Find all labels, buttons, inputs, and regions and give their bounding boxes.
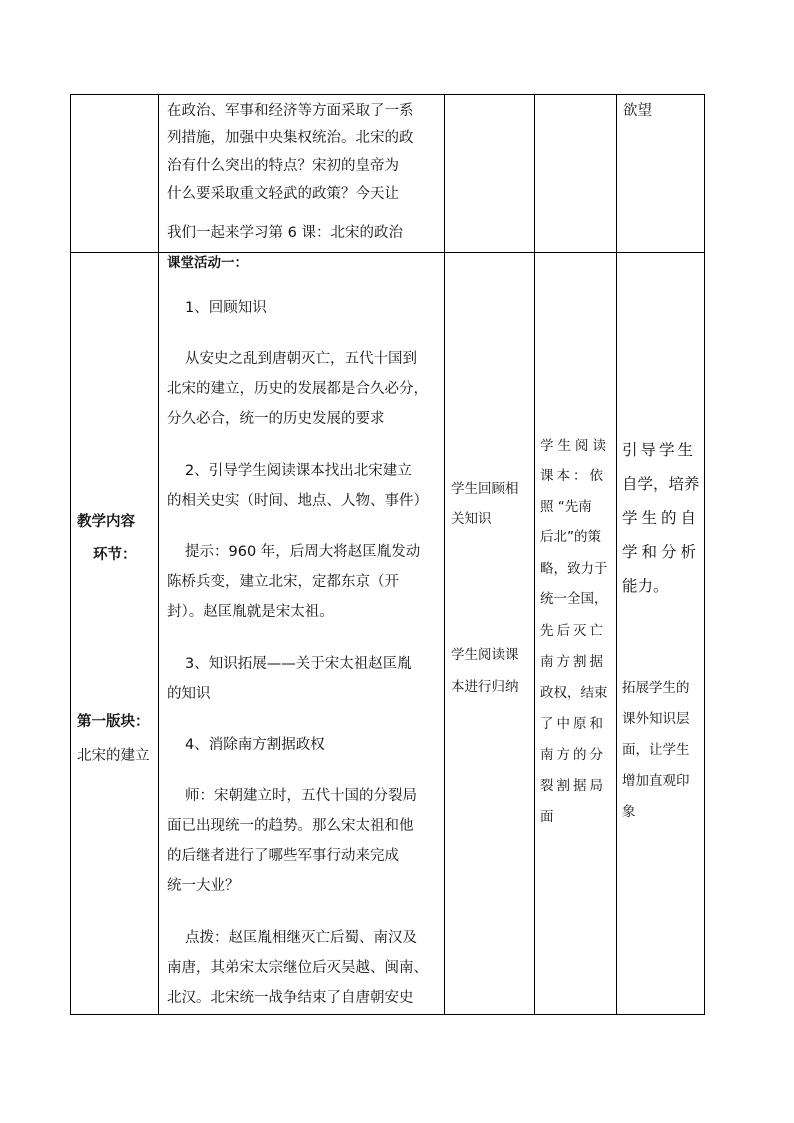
column-divider (158, 95, 159, 1014)
intent-line: 面，让学生 (622, 742, 690, 758)
paragraph-line: 北汉。北宋统一战争结束了自唐朝安史 (167, 990, 414, 1006)
student-activity-line: 学生阅读课 (451, 647, 519, 663)
section-label-line: 环节： (93, 547, 137, 563)
intent-line: 课外知识层 (622, 711, 690, 727)
text-line: 我们一起来学习第 6 课：北宋的政治 (167, 225, 403, 241)
reading-line: 了中原和 (540, 716, 606, 732)
reading-line: 政权，结束 (540, 685, 608, 701)
reading-line: 面 (540, 809, 554, 825)
column-divider (616, 95, 617, 1014)
row1-intent-text: 欲望 (623, 103, 652, 119)
intent-line: 拓展学生的 (622, 680, 690, 696)
paragraph-line: 3、知识拓展——关于宋太祖赵匡胤 (185, 656, 412, 672)
paragraph-line: 师：宋朝建立时，五代十国的分裂局 (185, 788, 417, 804)
student-activity-line: 学生回顾相 (451, 481, 519, 497)
paragraph-line: 北宋的建立，历史的发展都是合久必分， (167, 381, 428, 397)
reading-line: 照 “先南 (540, 499, 592, 515)
intent-line: 自学，培养 (622, 475, 700, 493)
intent-line: 引导学生 (622, 441, 697, 459)
paragraph-line: 的后继者进行了哪些军事行动来完成 (167, 848, 399, 864)
section-label-line: 教学内容 (77, 514, 135, 530)
intent-line: 象 (622, 804, 636, 820)
activity-title: 课堂活动一： (167, 255, 248, 271)
lesson-plan-table (70, 94, 705, 1015)
intent-line: 学生的自 (622, 509, 701, 527)
paragraph-line: 统一大业？ (167, 878, 240, 894)
paragraph-line: 2、引导学生阅读课本找出北宋建立 (185, 463, 412, 479)
paragraph-line: 的知识 (167, 686, 211, 702)
row-divider (71, 252, 704, 253)
paragraph-line: 南唐，其弟宋太宗继位后灭吴越、闽南、 (167, 960, 428, 976)
student-activity-line: 关知识 (451, 511, 492, 527)
column-divider (534, 95, 535, 1014)
paragraph-line: 分久必合，统一的历史发展的要求 (167, 411, 385, 427)
student-activity-line: 本进行归纳 (451, 679, 519, 695)
intent-line: 增加直观印 (622, 773, 690, 789)
reading-line: 课本：依 (540, 468, 606, 484)
reading-line: 裂割据局 (540, 778, 606, 794)
reading-line: 南方的分 (540, 747, 606, 763)
intent-line: 学和分析 (622, 543, 701, 561)
reading-line: 统一全国， (540, 591, 608, 607)
section-label-line: 北宋的建立 (77, 748, 150, 764)
paragraph-line: 4、消除南方割据政权 (185, 737, 325, 753)
paragraph-line: 从安史之乱到唐朝灭亡，五代十国到 (185, 351, 417, 367)
paragraph-line: 陈桥兵变，建立北宋，定都东京（开 (167, 574, 399, 590)
section-label-line: 第一版块： (77, 714, 150, 730)
paragraph-line: 面已出现统一的趋势。那么宋太祖和他 (167, 818, 414, 834)
reading-line: 后北”的策 (540, 529, 601, 545)
text-line: 在政治、军事和经济等方面采取了一系 (167, 103, 414, 119)
text-line: 治有什么突出的特点？宋初的皇帝为 (167, 158, 399, 174)
paragraph-line: 1、回顾知识 (185, 300, 267, 316)
paragraph-line: 封）。赵匡胤就是宋太祖。 (167, 604, 334, 620)
reading-line: 先后灭亡 (540, 623, 606, 639)
reading-line: 南方割据 (540, 654, 606, 670)
reading-line: 略，致力于 (540, 561, 608, 577)
text-line: 列措施，加强中央集权统治。北宋的政 (167, 130, 414, 146)
paragraph-line: 点拨：赵匡胤相继灭亡后蜀、南汉及 (185, 930, 417, 946)
paragraph-line: 提示：960 年，后周大将赵匡胤发动 (185, 544, 421, 560)
intent-line: 能力。 (622, 577, 669, 595)
column-divider (444, 95, 445, 1014)
text-line: 什么要采取重文轻武的政策？今天让 (167, 186, 399, 202)
paragraph-line: 的相关史实（时间、地点、人物、事件） (167, 493, 428, 509)
reading-line: 学生阅读 (540, 438, 610, 454)
